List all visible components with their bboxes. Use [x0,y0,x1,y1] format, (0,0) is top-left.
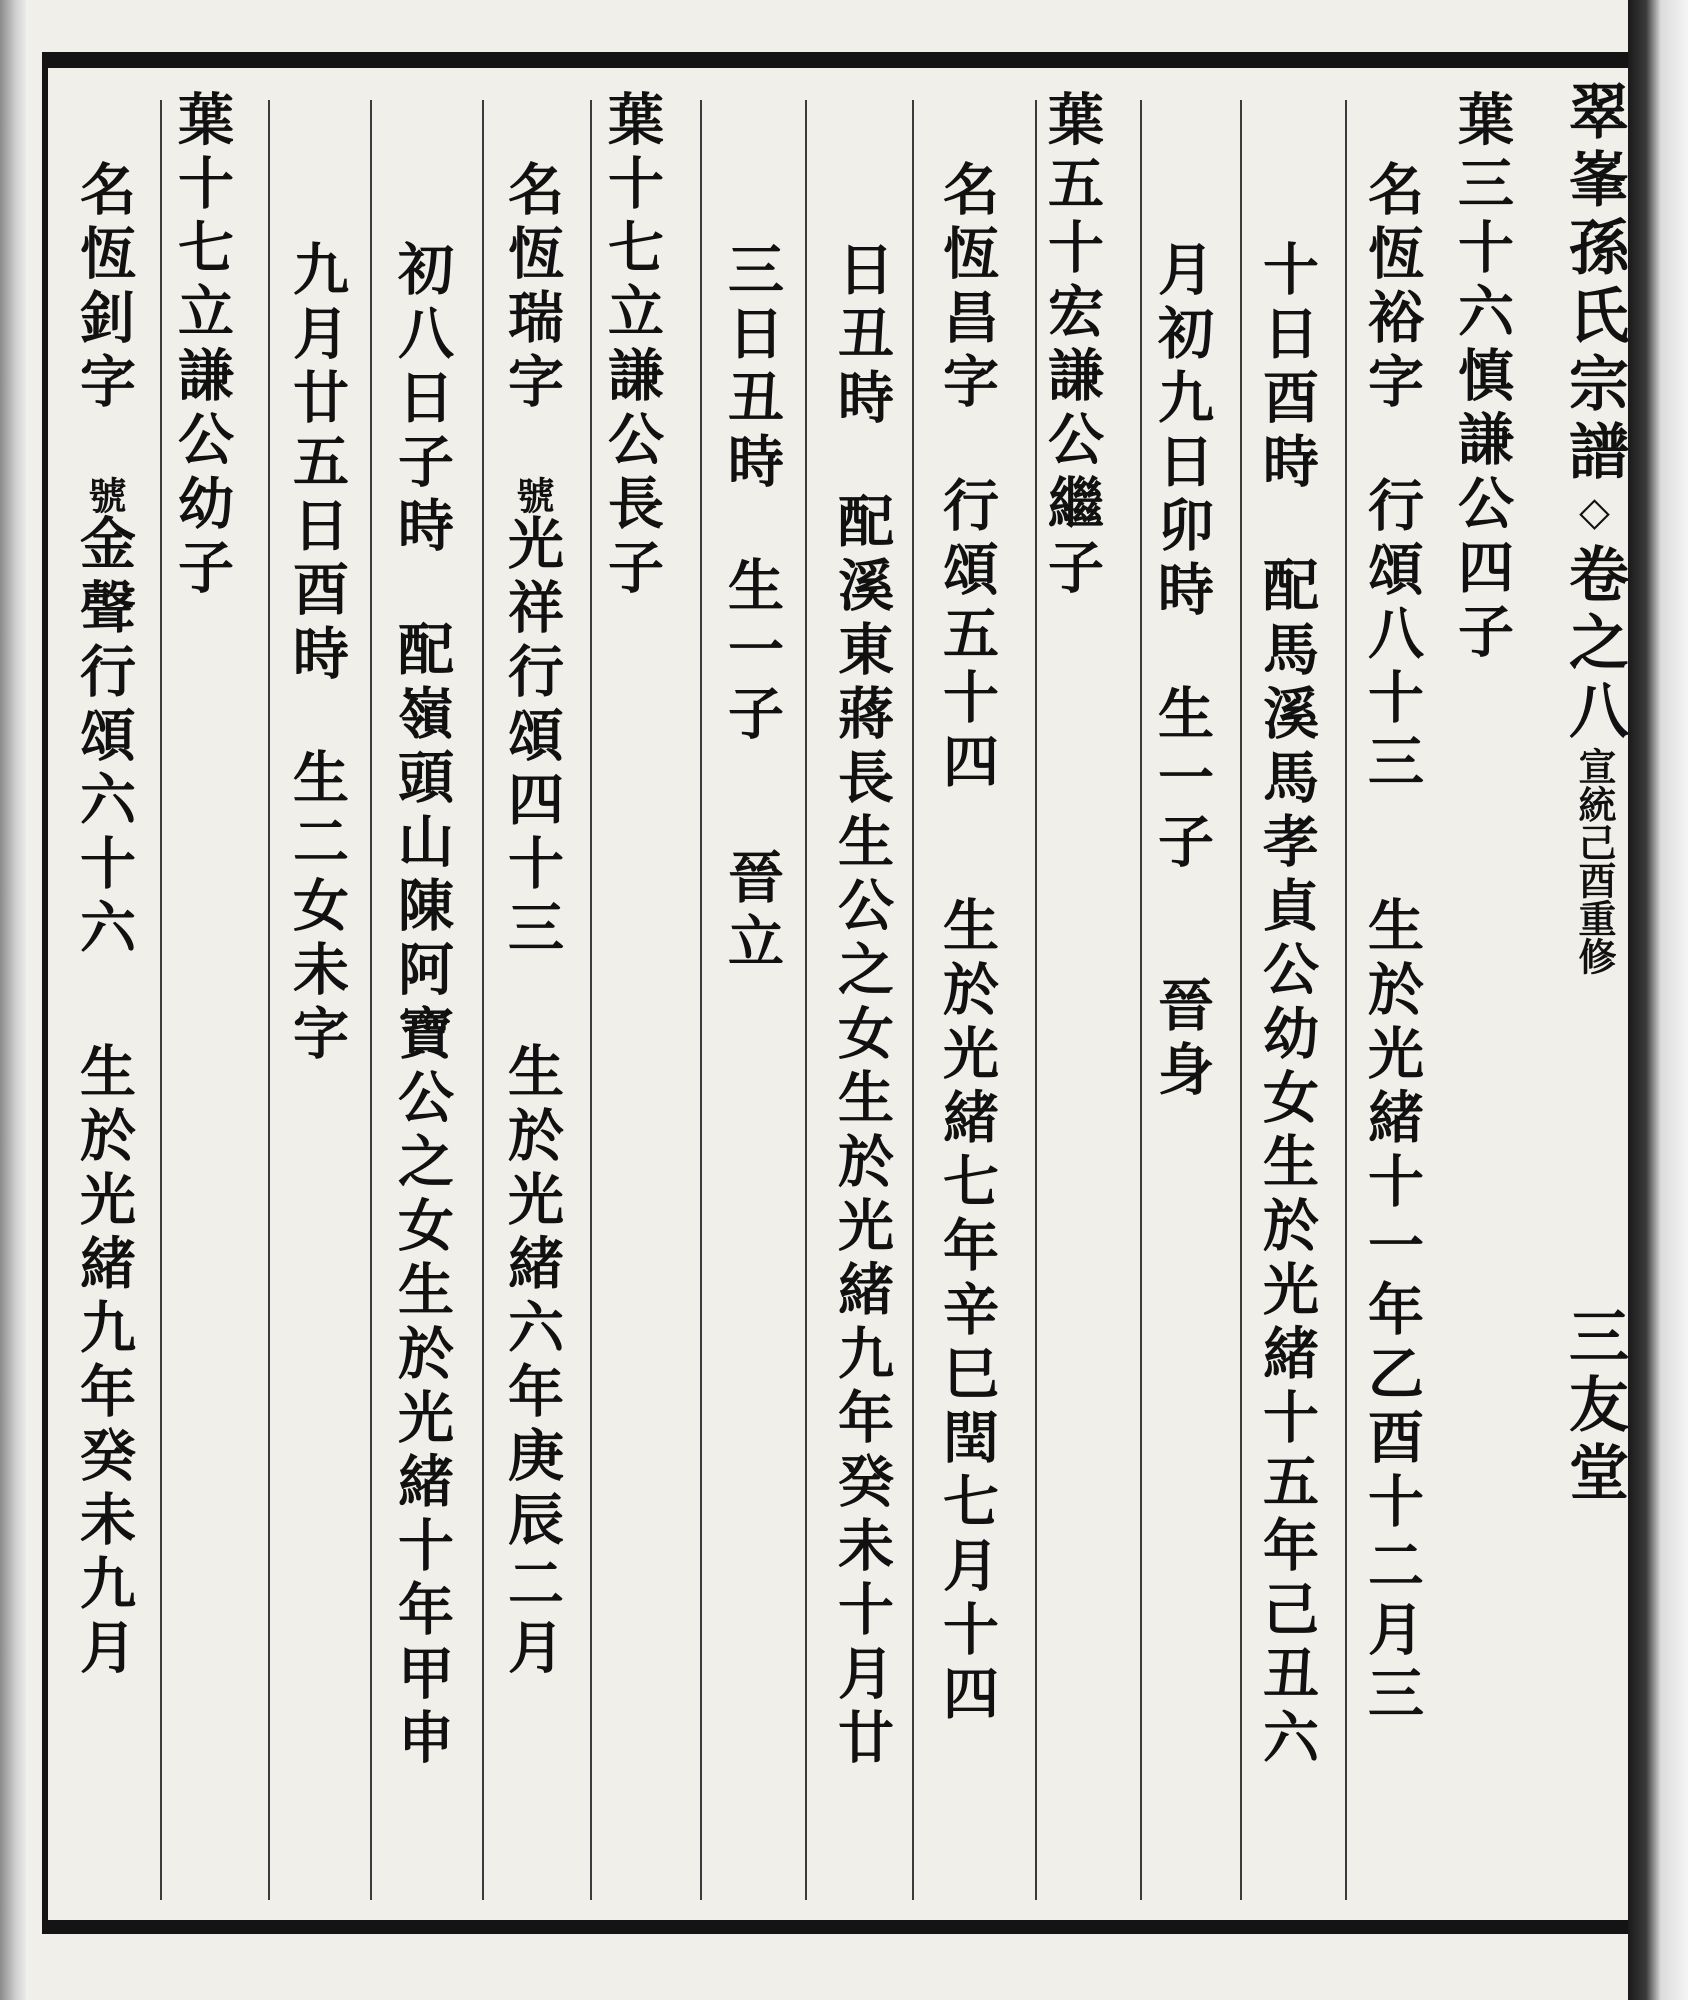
text-column: 日丑時配溪東蔣長生公之女生於光緒九年癸未十月廿 [829,240,895,1772]
text-column: 月初九日卯時生一子晉身 [1149,240,1215,1104]
text-column: 初八日子時配嶺頭山陳阿寶公之女生於光緒十年甲申 [389,240,455,1772]
column-rule [160,100,162,1900]
entry-heading: 葉三十六慎謙公四子 [1449,90,1515,666]
text-column: 九月廿五日酉時生二女未字 [284,240,350,1068]
column-rule [268,100,270,1900]
page-edge-right [1628,0,1688,2000]
edition-note: 宣統己酉重修 [1572,747,1617,975]
text-column: 名恆昌字行頌五十四生於光緒七年辛巳閏七月十四 [934,160,1000,1728]
book-spine-edge [0,0,26,2000]
text-column: 名恆瑞字號光祥行頌四十三生於光緒六年庚辰二月 [499,160,565,1682]
entry-heading: 葉十七立謙公幼子 [169,90,235,602]
column-rule [1240,100,1242,1900]
page-frame-bottom [42,1920,1632,1934]
header-column [1559,80,1629,1509]
column-rule [1140,100,1142,1900]
text-column: 名恆裕字行頌八十三生於光緒十一年乙酉十二月三 [1359,160,1425,1728]
book-title: 翠峯孫氏宗譜 [1559,80,1629,488]
column-rule [370,100,372,1900]
column-rule [482,100,484,1900]
column-rule [1345,100,1347,1900]
page-frame-left [42,52,48,1932]
hall-name: 三友堂 [1559,1305,1629,1509]
column-rule [590,100,592,1900]
entry-heading: 葉五十宏謙公繼子 [1039,90,1105,602]
column-rule [805,100,807,1900]
text-column: 三日丑時生一子晉立 [719,240,785,976]
page-frame-top [42,52,1632,68]
column-rule [700,100,702,1900]
volume-label: 卷之八 [1559,543,1629,747]
text-column: 十日酉時配馬溪馬孝貞公幼女生於光緒十五年己丑六 [1254,240,1320,1772]
entry-heading: 葉十七立謙公長子 [599,90,665,602]
separator-mark: ◇ [1571,488,1618,543]
text-column: 名恆釗字號金聲行頌六十六生於光緒九年癸未九月 [71,160,137,1682]
column-rule [912,100,914,1900]
column-rule [1035,100,1037,1900]
